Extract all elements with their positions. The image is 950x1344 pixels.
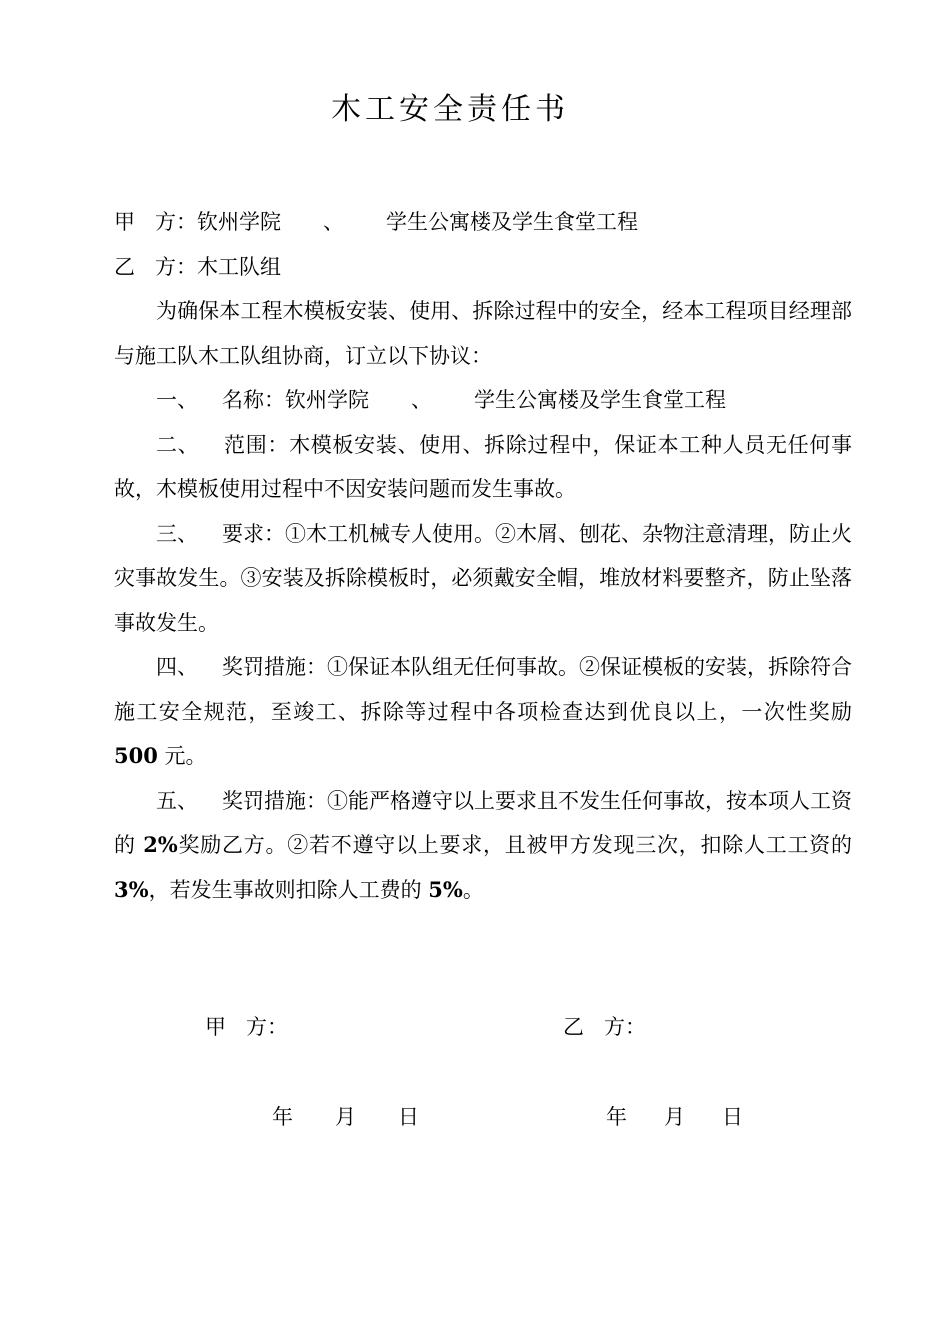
item-1-label: 名称：钦州学院: [222, 388, 369, 412]
date-b-year: 年: [606, 1105, 627, 1129]
item-1-number: 一、: [156, 388, 198, 412]
item-1-project: 学生公寓楼及学生食堂工程: [474, 388, 726, 412]
item-3: [114, 512, 852, 646]
item-5-percent-1: 2%: [143, 832, 178, 857]
item-4: [114, 645, 852, 779]
item-5-text-d: 。: [462, 877, 484, 902]
signature-party-a-char: 甲: [205, 1015, 226, 1039]
date-b-month: 月: [664, 1105, 685, 1129]
item-5-text-c: ，若发生事故则扣除人工费的: [148, 877, 422, 902]
item-4-amount: 500: [114, 743, 158, 768]
party-a-value: 钦州学院: [197, 210, 281, 234]
date-a-month: 月: [335, 1105, 356, 1129]
item-3-number: 三、: [156, 521, 198, 546]
item-1: [114, 378, 852, 423]
item-5-text-b: 奖励乙方。②若不遵守以上要求，且被甲方发现三次，扣除人工工资的: [177, 833, 852, 857]
item-4-number: 四、: [156, 655, 198, 679]
item-5-percent-3: 5%: [428, 876, 463, 902]
party-a-label: 甲: [114, 210, 135, 234]
party-a-label-suffix: 方：: [155, 210, 197, 234]
date-a-year: 年: [272, 1105, 293, 1129]
signature-party-a-suffix: 方：: [246, 1015, 288, 1039]
party-b-label-suffix: 方：: [155, 254, 197, 279]
document-body: [114, 200, 852, 912]
intro-paragraph: 为确保本工程木模板安装、使用、拆除过程中的安全，经本工程项目经理部与施工队木工队组协商，订立以下协议：: [114, 299, 852, 368]
party-a-sep: 、: [323, 210, 344, 234]
party-b-label: 乙: [114, 254, 135, 279]
party-b-value: 木工队组: [197, 254, 281, 279]
item-5: [114, 779, 852, 913]
signature-party-b-suffix: 方：: [604, 1015, 646, 1039]
item-5-number: 五、: [156, 788, 198, 813]
item-4-text-a: 奖罚措施：①保证本队组无任何事故。②保证模板的安装，拆除符合施工安全规范，至竣工、拆除等过程中各项检查达到优良以上，一次性奖励: [114, 655, 852, 724]
signature-party-b-char: 乙: [563, 1015, 584, 1039]
signature-party-a: [205, 1012, 288, 1042]
item-3-text: 要求：①木工机械专人使用。②木屑、刨花、杂物注意清理，防止火灾事故发生。③安装及拆除模板时，必须戴安全帽，堆放材料要整齐，防止坠落事故发生。: [114, 521, 852, 635]
party-a-project: 学生公寓楼及学生食堂工程: [386, 210, 638, 234]
signature-date-party-a: [272, 1102, 419, 1132]
item-1-sep: 、: [411, 388, 432, 412]
item-2-text: 范围：木模板安装、使用、拆除过程中，保证本工种人员无任何事故，木模板使用过程中不因安装问题而发生事故。: [114, 432, 853, 501]
signature-date-party-b: [606, 1102, 743, 1132]
party-a-line: [114, 200, 852, 245]
date-b-day: 日: [722, 1105, 743, 1129]
item-5-percent-2: 3%: [114, 876, 149, 902]
signature-party-b: [563, 1012, 646, 1042]
document-title: 木工安全责任书: [331, 92, 569, 127]
item-2: [114, 423, 852, 512]
item-2-number: 二、: [156, 432, 200, 457]
party-b-line: [114, 245, 852, 290]
item-4-text-b: 元。: [164, 744, 207, 768]
date-a-day: 日: [398, 1105, 419, 1129]
item-5-text-a: 奖罚措施：①能严格遵守以上要求且不发生任何事故，按本项人工资的: [114, 788, 852, 857]
